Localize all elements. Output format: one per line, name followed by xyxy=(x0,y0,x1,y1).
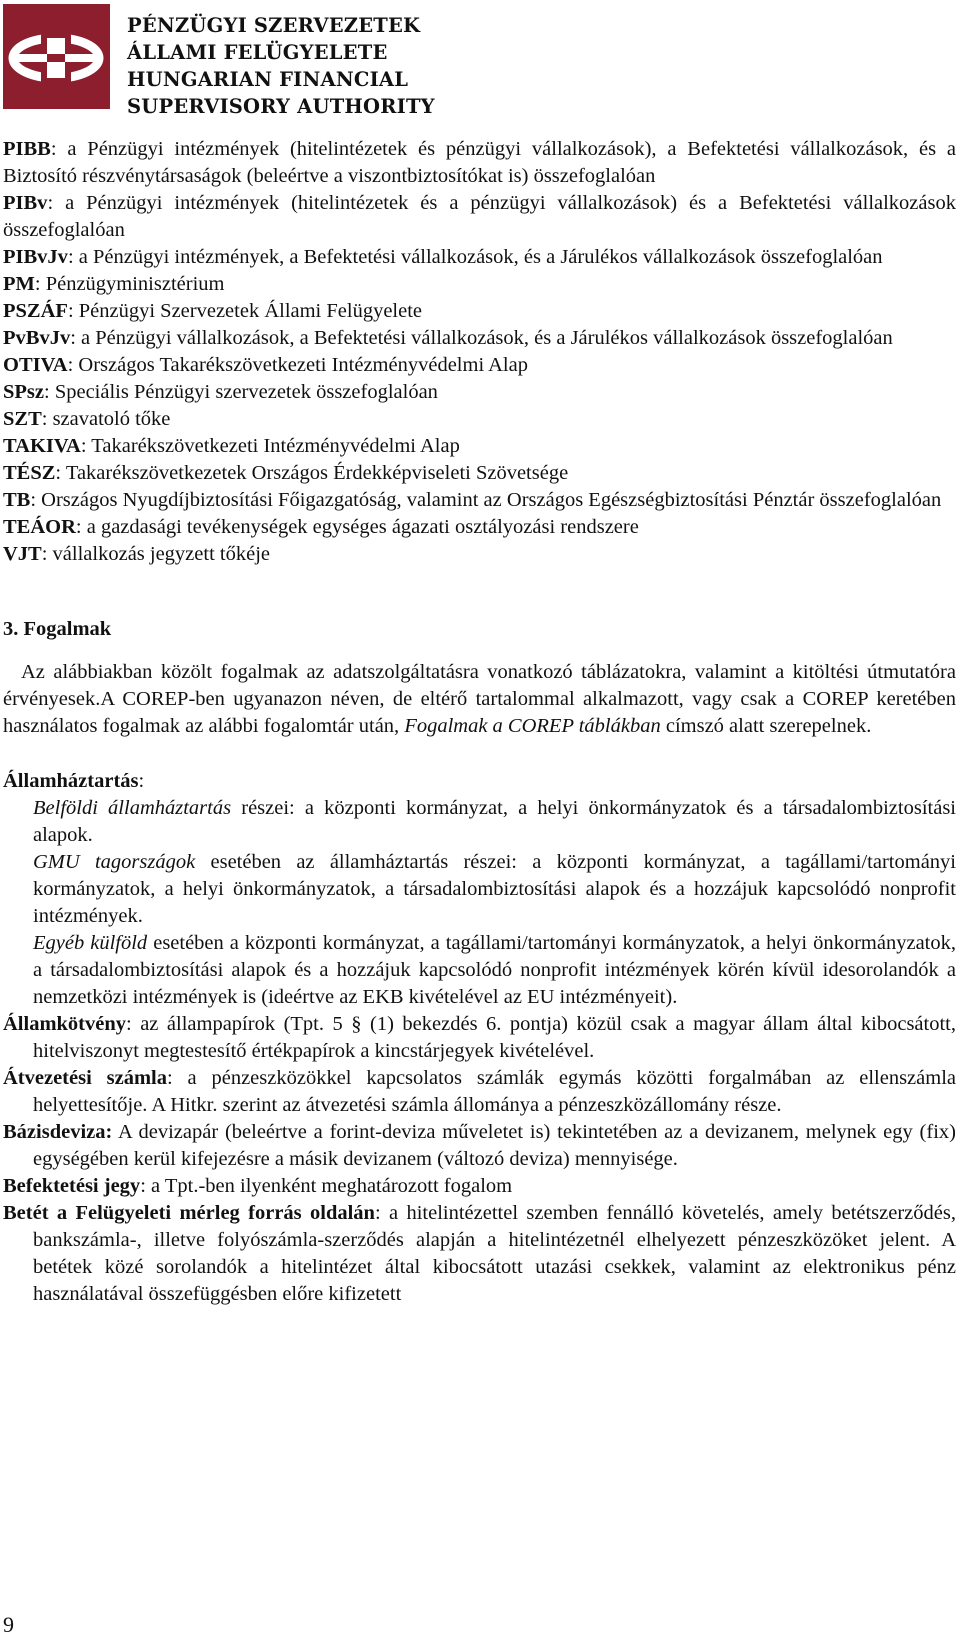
abbreviation-term: PvBvJv xyxy=(3,327,71,349)
definition-term: Befektetési jegy xyxy=(3,1175,141,1197)
abbreviation-item xyxy=(3,406,956,433)
intro-text-end: címszó alatt szerepelnek. xyxy=(660,715,872,737)
abbreviation-list xyxy=(3,136,956,568)
subitem-term: Egyéb külföld xyxy=(33,932,148,954)
abbreviation-text: : a Pénzügyi intézmények (hitelintézetek és pénzügyi vállalkozások), a Befektetési vállalkozások, és a Biztosító részvénytársaságok (beleértve a viszontbiztosítókat is) összefoglalóan xyxy=(3,138,956,187)
definition-subitem xyxy=(3,849,956,930)
intro-italic: Fogalmak a COREP táblákban xyxy=(404,715,661,737)
definition-entry xyxy=(3,1011,956,1065)
abbreviation-item xyxy=(3,271,956,298)
abbreviation-text: : a Pénzügyi intézmények (hitelintézetek és a pénzügyi vállalkozások) és a Befektetési vállalkozások összefoglalóan xyxy=(3,192,956,241)
abbreviation-term: PIBB xyxy=(3,138,51,160)
abbreviation-item xyxy=(3,487,956,514)
abbreviation-text: : szavatoló tőke xyxy=(41,408,171,430)
header xyxy=(3,4,703,118)
subitem-term: GMU tagországok xyxy=(33,851,196,873)
abbreviation-term: PIBv xyxy=(3,192,48,214)
definition-entry xyxy=(3,1065,956,1119)
abbreviation-text: : Speciális Pénzügyi szervezetek összefoglalóan xyxy=(44,381,438,403)
abbreviation-term: TÉSZ xyxy=(3,462,56,484)
definition-subitem xyxy=(3,795,956,849)
section-heading: 3. Fogalmak xyxy=(3,618,112,640)
definition-text: : a pénzeszközökkel kapcsolatos számlák egymás közötti forgalmában az ellenszámla helyettesítője. A Hitkr. szerint az átvezetési számla állománya a pénzeszközállomány része. xyxy=(33,1067,956,1116)
abbreviation-text: : a Pénzügyi intézmények, a Befektetési vállalkozások, és a Járulékos vállalkozások összefoglalóan xyxy=(67,246,883,268)
abbreviation-term: OTIVA xyxy=(3,354,68,376)
abbreviation-text: : a gazdasági tevékenységek egységes ágazati osztályozási rendszere xyxy=(75,516,639,538)
definition-term: Betét a Felügyeleti mérleg forrás oldalán xyxy=(3,1202,375,1224)
org-line: PÉNZÜGYI SZERVEZETEK xyxy=(127,14,421,37)
authority-name xyxy=(127,12,435,120)
logo-emblem-icon xyxy=(3,4,110,109)
definition-term: Átvezetési számla xyxy=(3,1067,167,1089)
abbreviation-item xyxy=(3,325,956,352)
subitem-term: Belföldi államháztartás xyxy=(33,797,232,819)
definition-entry xyxy=(3,1200,956,1308)
definition-entry xyxy=(3,1173,956,1200)
abbreviation-term: PSZÁF xyxy=(3,300,68,322)
subitem-text: esetében a központi kormányzat, a tagállami/tartományi kormányzatok, a helyi önkormányzatok, a társadalombiztosítási alapok és a hozzájuk kapcsolódó nonprofit intézmények körén kívül idesorolandók a nemzetközi intézmények is (ideértve az EKB kivételével az EU intézményeit). xyxy=(33,932,956,1008)
abbreviation-term: SZT xyxy=(3,408,42,430)
abbreviation-item xyxy=(3,433,956,460)
abbreviation-term: TAKIVA xyxy=(3,435,81,457)
main-content xyxy=(3,136,956,1308)
abbreviation-text: : Pénzügyminisztérium xyxy=(34,273,225,295)
abbreviation-term: TEÁOR xyxy=(3,516,76,538)
definition-text: : a hitelintézettel szemben fennálló követelés, amely betétszerződés, bankszámla-, illetve folyószámla-szerződés alapján a hitelintézetnél elhelyezett pénzeszközöket jelent. A betétek közé sorolandók a hitelintézet által kibocsátott utazási csekkek, valamint az elektronikus pénz használatával összefüggésben előre kifizetett xyxy=(33,1202,956,1305)
page-number: 9 xyxy=(3,1612,14,1637)
org-line: HUNGARIAN FINANCIAL xyxy=(127,68,409,91)
definition-term: Államháztartás xyxy=(3,770,139,792)
definitions-list xyxy=(3,768,956,1308)
abbreviation-term: PIBvJv xyxy=(3,246,68,268)
abbreviation-term: VJT xyxy=(3,543,42,565)
abbreviation-item xyxy=(3,460,956,487)
definition-heading xyxy=(3,768,956,795)
abbreviation-text: : a Pénzügyi vállalkozások, a Befektetési vállalkozások, és a Járulékos vállalkozások összefoglalóan xyxy=(70,327,893,349)
definition-subitem xyxy=(3,930,956,1011)
definition-term: Államkötvény xyxy=(3,1013,126,1035)
abbreviation-item xyxy=(3,244,956,271)
definition-colon: : xyxy=(138,770,145,792)
abbreviation-item xyxy=(3,190,956,244)
abbreviation-text: : Pénzügyi Szervezetek Állami Felügyelete xyxy=(67,300,423,322)
subitem-text: esetében az államháztartás részei: a központi kormányzat, a tagállami/tartományi kormányzatok, a helyi önkormányzatok, a társadalombiztosítási alapok és a hozzájuk kapcsolódó nonprofit intézmények. xyxy=(33,851,956,927)
definition-term: Bázisdeviza: xyxy=(3,1121,113,1143)
section-intro xyxy=(3,659,956,740)
definition-entry xyxy=(3,1119,956,1173)
authority-logo xyxy=(3,4,110,109)
abbreviation-text: : vállalkozás jegyzett tőkéje xyxy=(41,543,270,565)
abbreviation-term: TB xyxy=(3,489,31,511)
abbreviation-item xyxy=(3,514,956,541)
abbreviation-text: : Országos Takarékszövetkezeti Intézményvédelmi Alap xyxy=(67,354,528,376)
org-line: ÁLLAMI FELÜGYELETE xyxy=(127,41,388,64)
abbreviation-text: : Takarékszövetkezetek Országos Érdekképviseleti Szövetsége xyxy=(55,462,569,484)
definition-text: : az állampapírok (Tpt. 5 § (1) bekezdés 6. pontja) közül csak a magyar állam által kibocsátott, hitelviszonyt megtestesítő értékpapírok a kincstárjegyek kivételével. xyxy=(33,1013,956,1062)
abbreviation-term: PM xyxy=(3,273,35,295)
abbreviation-item xyxy=(3,541,956,568)
definition-text: A devizapár (beleértve a forint-deviza műveletet is) tekintetében az a devizanem, melynek egy (fix) egységében kerül kifejezésre a másik devizanem (változó deviza) mennyisége. xyxy=(33,1121,956,1170)
abbreviation-text: : Takarékszövetkezeti Intézményvédelmi Alap xyxy=(80,435,460,457)
subitem-text: részei: a központi kormányzat, a helyi önkormányzatok és a társadalombiztosítási alapok. xyxy=(33,797,956,846)
abbreviation-item xyxy=(3,298,956,325)
abbreviation-text: : Országos Nyugdíjbiztosítási Főigazgatóság, valamint az Országos Egészségbiztosítási Pénztár összefoglalóan xyxy=(30,489,942,511)
definition-text: : a Tpt.-ben ilyenként meghatározott fogalom xyxy=(140,1175,513,1197)
abbreviation-item xyxy=(3,379,956,406)
intro-text: Az alábbiakban közölt fogalmak az adatszolgáltatásra vonatkozó táblázatokra, valamint a kitöltési útmutatóra érvényesek.A COREP-ben ugyanazon néven, de eltérő tartalommal alkalmazott, vagy csak a COREP keretében használatos fogalmak az alábbi fogalomtár után, xyxy=(3,661,956,737)
abbreviation-item xyxy=(3,352,956,379)
abbreviation-item xyxy=(3,136,956,190)
org-line: SUPERVISORY AUTHORITY xyxy=(127,95,435,118)
abbreviation-term: SPsz xyxy=(3,381,44,403)
